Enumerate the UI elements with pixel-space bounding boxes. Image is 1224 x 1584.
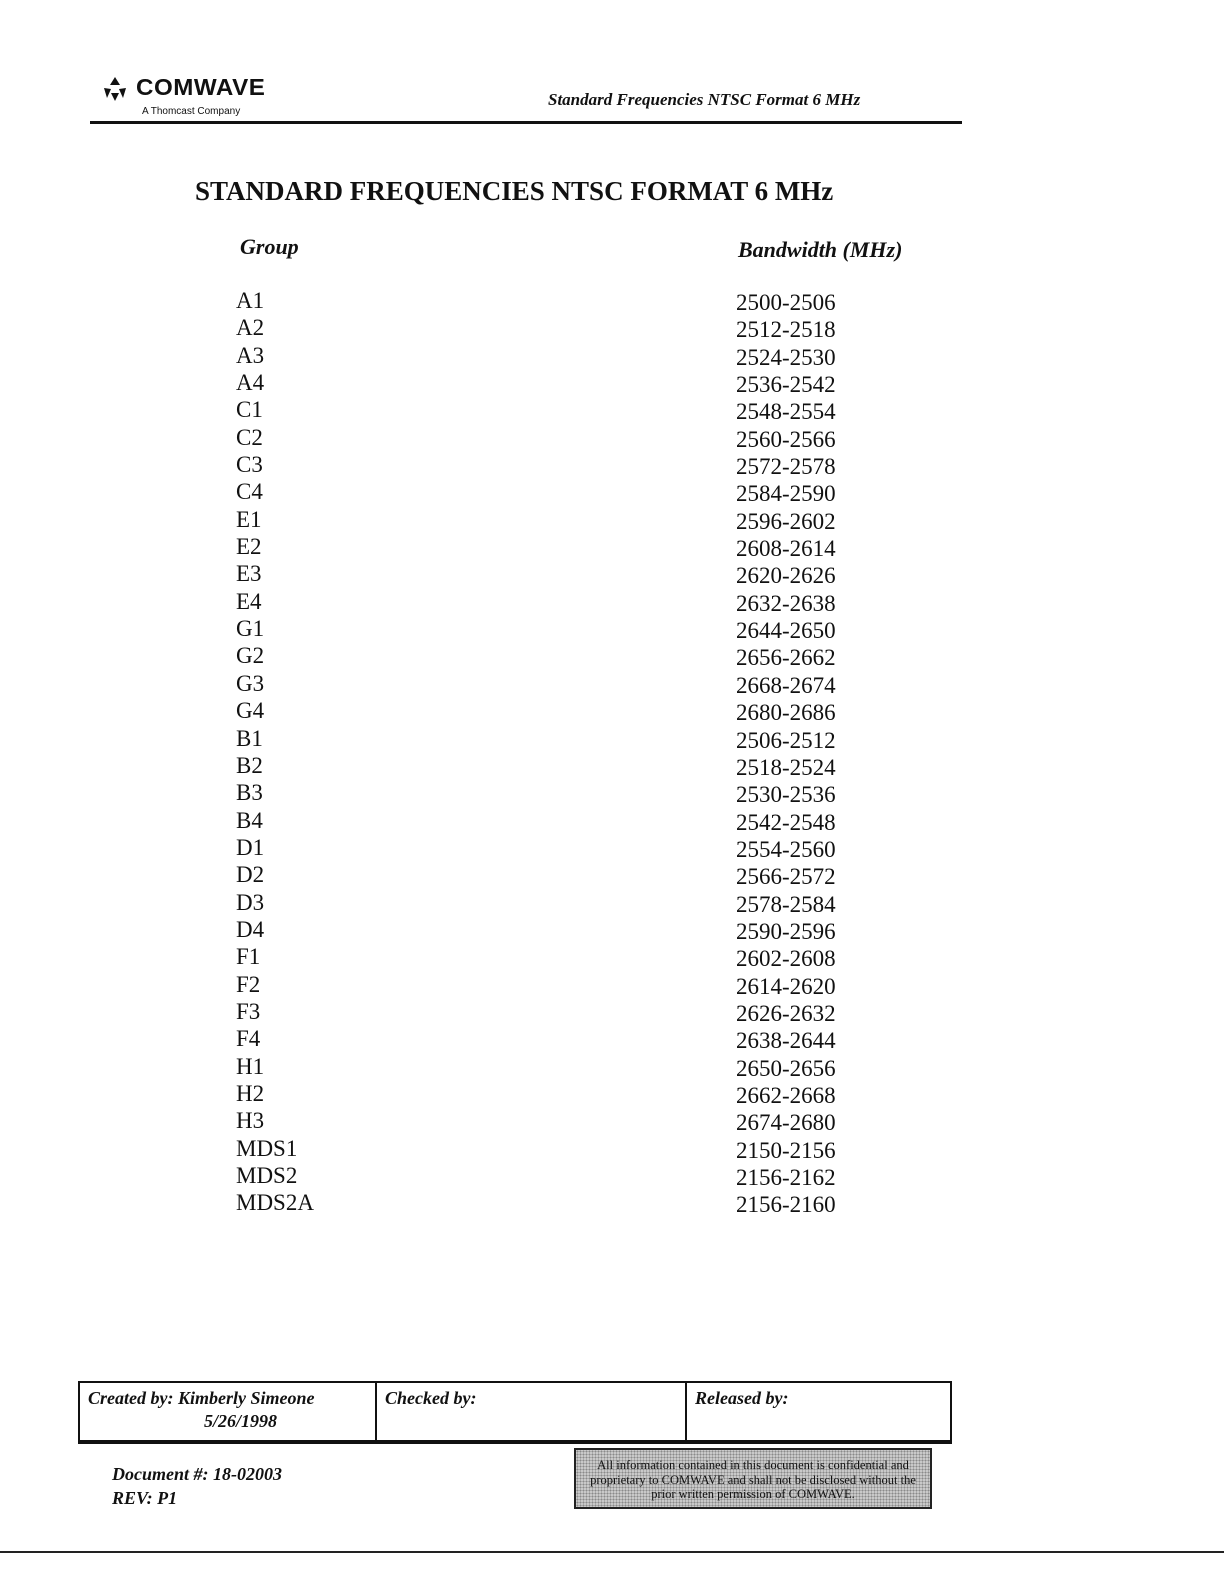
- bandwidth-cell: 2644-2650: [736, 618, 836, 644]
- checked-by-cell: [377, 1383, 687, 1440]
- bandwidth-cell: 2632-2638: [736, 590, 836, 616]
- document-number: Document #: 18-02003: [112, 1464, 282, 1484]
- released-by-label: Released by:: [695, 1388, 789, 1408]
- group-cell: F1: [236, 944, 261, 970]
- bandwidth-cell: 2542-2548: [736, 809, 836, 835]
- company-tagline: A Thomcast Company: [142, 106, 241, 117]
- created-by-label: Created by: Kimberly Simeone: [88, 1388, 315, 1408]
- table-row: [0, 890, 1224, 917]
- group-cell: F4: [236, 1026, 261, 1052]
- bandwidth-cell: 2560-2566: [736, 426, 836, 452]
- table-row: [0, 671, 1224, 698]
- group-cell: D4: [236, 916, 265, 942]
- table-row: [0, 1108, 1224, 1135]
- table-row: [0, 1190, 1224, 1217]
- bandwidth-cell: 2566-2572: [736, 864, 836, 890]
- group-cell: E2: [236, 534, 262, 560]
- group-cell: MDS2: [236, 1163, 298, 1188]
- bandwidth-cell: 2584-2590: [736, 481, 836, 507]
- table-row: [0, 780, 1224, 807]
- bandwidth-cell: 2674-2680: [736, 1110, 836, 1136]
- group-cell: B2: [236, 752, 263, 778]
- group-cell: H3: [236, 1108, 265, 1134]
- group-cell: B1: [236, 725, 263, 751]
- bandwidth-cell: 2530-2536: [736, 782, 836, 808]
- group-cell: G1: [236, 616, 265, 642]
- bandwidth-cell: 2524-2530: [736, 344, 836, 370]
- column-header-group: Group: [240, 234, 299, 259]
- table-row: [0, 999, 1224, 1026]
- group-cell: D1: [236, 834, 265, 860]
- bandwidth-cell: 2614-2620: [736, 973, 836, 999]
- bandwidth-cell: 2578-2584: [736, 891, 836, 917]
- group-cell: A1: [236, 288, 265, 313]
- company-name: COMWAVE: [136, 74, 266, 100]
- bandwidth-cell: 2500-2506: [736, 290, 836, 315]
- bandwidth-cell: 2656-2662: [736, 645, 836, 671]
- bandwidth-cell: 2506-2512: [736, 727, 836, 753]
- group-cell: G2: [236, 643, 265, 669]
- group-cell: E1: [236, 506, 262, 532]
- group-cell: B3: [236, 780, 263, 806]
- table-row: [0, 917, 1224, 944]
- table-row: [0, 425, 1224, 452]
- group-cell: G3: [236, 670, 265, 696]
- header-divider: [90, 121, 962, 124]
- group-cell: A2: [236, 315, 265, 341]
- group-cell: D2: [236, 862, 265, 888]
- bandwidth-cell: 2548-2554: [736, 399, 836, 425]
- table-row: [0, 452, 1224, 479]
- table-row: [0, 370, 1224, 397]
- running-header-title: Standard Frequencies NTSC Format 6 MHz: [548, 90, 861, 109]
- bandwidth-cell: 2608-2614: [736, 536, 836, 562]
- table-row: [0, 397, 1224, 424]
- group-cell: D3: [236, 889, 265, 915]
- table-row: [0, 1163, 1224, 1190]
- bandwidth-cell: 2156-2162: [736, 1165, 836, 1190]
- group-cell: B4: [236, 807, 263, 833]
- bandwidth-cell: 2650-2656: [736, 1055, 836, 1081]
- group-cell: C2: [236, 424, 263, 450]
- document-info: [112, 1462, 282, 1510]
- bandwidth-cell: 2150-2156: [736, 1137, 836, 1163]
- created-date: 5/26/1998: [204, 1411, 278, 1431]
- table-row: [0, 698, 1224, 725]
- table-row: [0, 1081, 1224, 1108]
- table-row: [0, 479, 1224, 506]
- page-title: STANDARD FREQUENCIES NTSC FORMAT 6 MHz: [195, 176, 834, 206]
- group-cell: E4: [236, 588, 262, 614]
- group-cell: C1: [236, 397, 263, 423]
- bandwidth-cell: 2156-2160: [736, 1192, 836, 1218]
- group-cell: A4: [236, 370, 265, 396]
- table-row: [0, 726, 1224, 753]
- confidential-notice: All information contained in this document is confidential and proprietary to COMWAVE and shall not be disclosed without the prior written permission of COMWAVE.: [574, 1448, 932, 1509]
- table-row: [0, 343, 1224, 370]
- released-by-cell: [687, 1383, 950, 1440]
- table-row: [0, 808, 1224, 835]
- table-row: [0, 972, 1224, 999]
- group-cell: A3: [236, 342, 265, 368]
- revision: REV: P1: [112, 1488, 178, 1508]
- table-row: [0, 1136, 1224, 1163]
- bandwidth-cell: 2668-2674: [736, 672, 836, 698]
- group-cell: H2: [236, 1080, 265, 1106]
- group-cell: H1: [236, 1053, 265, 1079]
- column-header-bandwidth: Bandwidth (MHz): [738, 237, 903, 262]
- table-row: [0, 862, 1224, 889]
- bandwidth-cell: 2536-2542: [736, 372, 836, 398]
- bottom-divider: [0, 1551, 1224, 1553]
- group-cell: MDS1: [236, 1135, 298, 1161]
- bandwidth-cell: 2620-2626: [736, 563, 836, 589]
- group-cell: F3: [236, 998, 261, 1024]
- table-row: [0, 616, 1224, 643]
- table-row: [0, 1026, 1224, 1053]
- table-row: [0, 507, 1224, 534]
- signoff-table: [78, 1381, 952, 1444]
- group-cell: C3: [236, 452, 263, 478]
- created-by-cell: [80, 1383, 377, 1440]
- bandwidth-cell: 2590-2596: [736, 918, 836, 944]
- bandwidth-cell: 2572-2578: [736, 454, 836, 480]
- bandwidth-cell: 2626-2632: [736, 1000, 836, 1026]
- group-cell: G4: [236, 698, 265, 724]
- group-cell: C4: [236, 479, 263, 505]
- bandwidth-cell: 2596-2602: [736, 508, 836, 534]
- frequency-table: [0, 288, 1224, 1218]
- table-row: [0, 944, 1224, 971]
- comwave-logo-icon: [102, 76, 128, 102]
- table-row: [0, 589, 1224, 616]
- bandwidth-cell: 2680-2686: [736, 700, 836, 726]
- bandwidth-cell: 2512-2518: [736, 317, 836, 343]
- bandwidth-cell: 2518-2524: [736, 754, 836, 780]
- table-row: [0, 753, 1224, 780]
- group-cell: F2: [236, 971, 261, 997]
- group-cell: MDS2A: [236, 1190, 314, 1216]
- checked-by-label: Checked by:: [385, 1388, 477, 1408]
- group-cell: E3: [236, 561, 262, 587]
- table-row: [0, 835, 1224, 862]
- bandwidth-cell: 2662-2668: [736, 1082, 836, 1108]
- table-row: [0, 643, 1224, 670]
- bandwidth-cell: 2638-2644: [736, 1028, 836, 1054]
- bandwidth-cell: 2554-2560: [736, 836, 836, 862]
- table-row: [0, 1054, 1224, 1081]
- table-row: [0, 288, 1224, 315]
- table-row: [0, 534, 1224, 561]
- table-row: [0, 315, 1224, 342]
- table-row: [0, 561, 1224, 588]
- bandwidth-cell: 2602-2608: [736, 946, 836, 972]
